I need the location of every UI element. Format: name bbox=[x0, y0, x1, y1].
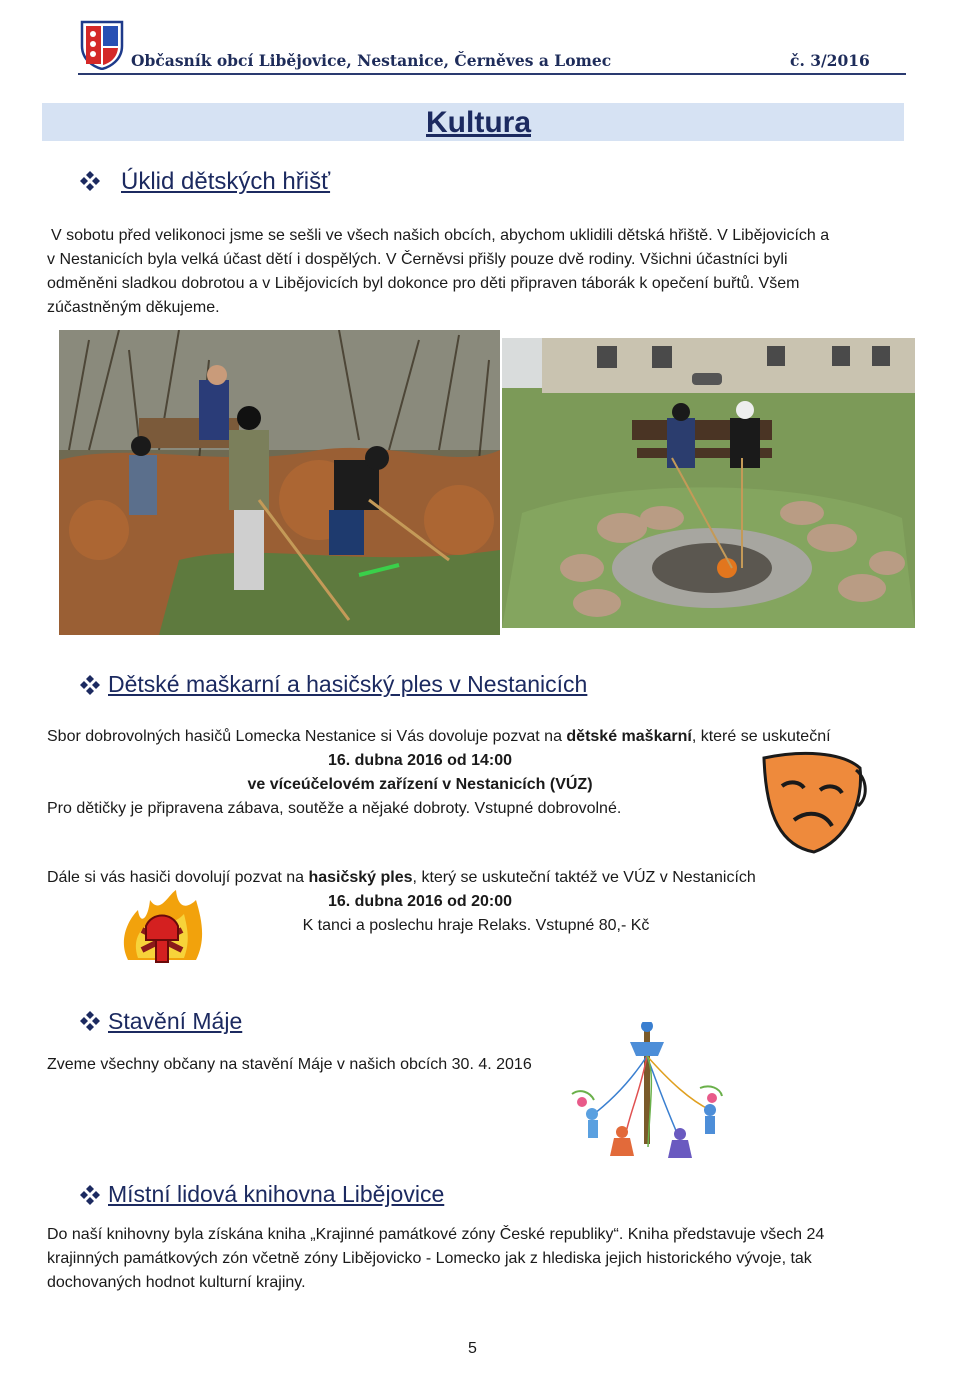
maypole-image bbox=[570, 1022, 725, 1162]
heading-playground-cleanup: Úklid dětských hřišť bbox=[121, 168, 331, 195]
heading-library: Místní lidová knihovna Libějovice bbox=[108, 1181, 445, 1207]
bold-text: ve víceúčelovém zařízení v Nestanicích (VÚZ) bbox=[247, 776, 593, 793]
paragraph-line: zúčastněným děkujeme. bbox=[47, 299, 220, 316]
bullet-diamond-icon bbox=[80, 1011, 100, 1036]
event-date-kids bbox=[120, 749, 720, 773]
bullet-diamond-icon bbox=[80, 171, 100, 196]
event-date-ball bbox=[120, 890, 720, 914]
event-music-entry: K tanci a poslechu hraje Relaks. Vstupné 80,- Kč bbox=[302, 917, 650, 934]
coat-of-arms-logo bbox=[80, 20, 124, 70]
text: , které se uskuteční bbox=[691, 728, 831, 745]
paragraph-line bbox=[47, 866, 756, 890]
paragraph-line: v Nestanicích byla velká účast dětí i dospělých. V Černěvsi přišly pouze dvě rodiny. Všichni účastníci byli bbox=[47, 251, 788, 268]
photo-campfire bbox=[502, 338, 915, 628]
newsletter-title: Občasník obcí Libějovice, Nestanice, Černěves a Lomec bbox=[131, 51, 612, 70]
paragraph-line: krajinných památkových zón včetně zóny Libějovicko - Lomecko jak z hlediska jejich historického vývoje, tak bbox=[47, 1250, 812, 1267]
bullet-diamond-icon bbox=[80, 675, 100, 700]
paragraph-line: dochovaných hodnot kulturní krajiny. bbox=[47, 1274, 306, 1291]
paragraph-line: odměněni sladkou dobrotou a v Libějovicích byl dokonce pro děti připraven táborák k opečení buřtů. Všem bbox=[47, 275, 800, 292]
heading-maypole: Stavění Máje bbox=[108, 1008, 243, 1034]
event-place bbox=[120, 773, 720, 797]
heading-masquerade-ball: Dětské maškarní a hasičský ples v Nestanicích bbox=[108, 671, 588, 697]
paragraph-line bbox=[47, 725, 831, 749]
bold-text: hasičský ples bbox=[308, 869, 413, 886]
issue-number: č. 3/2016 bbox=[790, 51, 870, 70]
firefighter-emblem-image bbox=[118, 890, 206, 972]
bold-text: dětské maškarní bbox=[566, 728, 692, 745]
text: , který se uskuteční taktéž ve VÚZ v Nestanicích bbox=[412, 869, 756, 886]
bullet-diamond-icon bbox=[80, 1185, 100, 1210]
photo-raking-leaves bbox=[59, 330, 500, 635]
text: Dále si vás hasiči dovolují pozvat na bbox=[47, 869, 309, 886]
section-title: Kultura bbox=[426, 106, 531, 139]
bold-text: 16. dubna 2016 od 14:00 bbox=[327, 752, 513, 769]
bold-text: 16. dubna 2016 od 20:00 bbox=[327, 893, 513, 910]
paragraph-line: Do naší knihovny byla získána kniha „Krajinné památkové zóny České republiky“. Kniha představuje všech 24 bbox=[47, 1226, 825, 1243]
text: Sbor dobrovolných hasičů Lomecka Nestanice si Vás dovoluje pozvat na bbox=[47, 728, 567, 745]
theatre-mask-image bbox=[752, 748, 872, 858]
paragraph-line: V sobotu před velikonoci jsme se sešli ve všech našich obcích, abychom uklidili dětská hřiště. V Libějovicích a bbox=[51, 227, 830, 244]
paragraph-line: Zveme všechny občany na stavění Máje v našich obcích 30. 4. 2016 bbox=[47, 1056, 532, 1073]
page-number: 5 bbox=[468, 1340, 477, 1357]
header-rule bbox=[78, 73, 906, 75]
paragraph-line: Pro dětičky je připravena zábava, soutěže a nějaké dobroty. Vstupné dobrovolné. bbox=[47, 800, 622, 817]
